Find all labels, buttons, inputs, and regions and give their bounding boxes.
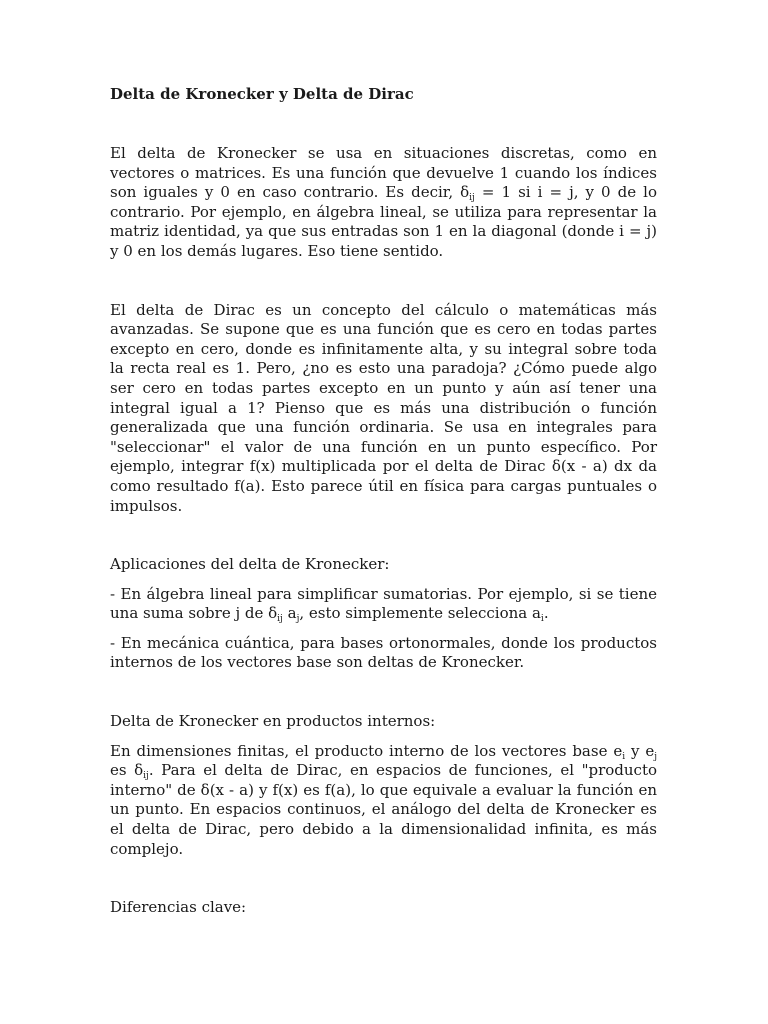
bullet-quantum-mechanics: - En mecánica cuántica, para bases ortonormales, donde los productos internos de los vectores base son deltas de Kronecker. [110, 633, 657, 672]
bullet-linear-algebra [110, 585, 657, 624]
paragraph-inner-products [110, 742, 657, 860]
section-heading-key-differences: Diferencias clave: [110, 898, 247, 917]
subscript: ij [277, 614, 283, 625]
document-page [110, 84, 657, 918]
paragraph-kronecker [110, 144, 657, 262]
subscript: ij [469, 193, 475, 204]
bullet-text: . [543, 604, 549, 623]
paragraph-text: El delta de Kronecker se usa en situaciones discretas, como en vectores o matrices. Es una función que devuelve 1 cuando los índices son iguales y 0 en caso contrario. Es decir, δ [110, 144, 657, 202]
subscript: j [654, 751, 657, 762]
paragraph-text: En dimensiones finitas, el producto interno de los vectores base e [110, 741, 623, 760]
paragraph-dirac: El delta de Dirac es un concepto del cálculo o matemáticas más avanzadas. Se supone que es una función que es cero en todas partes excepto en cero, donde es infinitamente alta, y su integral sobre toda la recta real es 1. Pero, ¿no es esto una paradoja? ¿Cómo puede algo ser cero en todas partes excepto en un punto y aún así tener una integral igual a 1? Pienso que es más una distribución o función generalizada que una función ordinaria. Se usa en integrales para "seleccionar" el valor de una función en un punto específico. Por ejemplo, integrar f(x) multiplicada por el delta de Dirac δ(x - a) dx da como resultado f(a). Esto parece útil en física para cargas puntuales o impulsos. [110, 300, 657, 515]
document-title: Delta de Kronecker y Delta de Dirac [110, 85, 414, 103]
paragraph-text: . Para el delta de Dirac, en espacios de funciones, el "producto interno" de δ(x - a) y f(x) es f(a), lo que equivale a evaluar la función en un punto. En espacios continuos, el análogo del delta de Kronecker es el delta de Dirac, pero debido a la dimensionalidad infinita, es más complejo. [110, 761, 658, 858]
paragraph-text: y e [625, 741, 655, 760]
section-heading-applications: Aplicaciones del delta de Kronecker: [110, 555, 390, 574]
subscript: ij [143, 771, 149, 782]
bullet-text: - En álgebra lineal para simplificar sumatorias. Por ejemplo, si se tiene una suma sobre j de δ [110, 584, 657, 623]
subscript: i [540, 614, 544, 625]
section-heading-inner-products: Delta de Kronecker en productos internos: [110, 712, 436, 731]
paragraph-text: = 1 si i = j, y 0 de lo contrario. Por ejemplo, en álgebra lineal, se utiliza para representar la matriz identidad, ya que sus entradas son 1 en la diagonal (donde i = j) y 0 en los demás lugares. Eso tiene sentido. [110, 183, 657, 260]
bullet-text: a [282, 604, 297, 623]
bullet-text: , esto simplemente selecciona a [299, 604, 541, 623]
subscript: i [622, 751, 626, 762]
subscript: j [296, 614, 300, 625]
paragraph-text: es δ [110, 761, 144, 780]
